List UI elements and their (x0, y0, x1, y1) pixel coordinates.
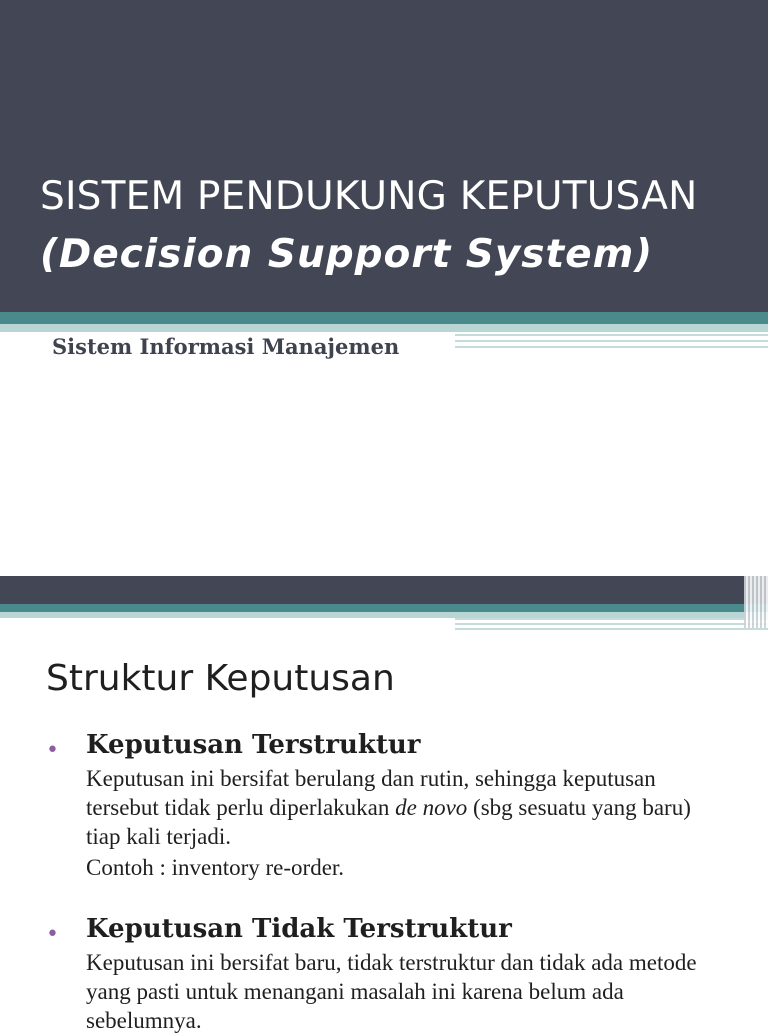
slide-title-line1: SISTEM PENDUKUNG KEPUTUSAN (40, 174, 698, 219)
content-header-panel (0, 576, 768, 604)
slide-title (40, 168, 697, 284)
decorative-band-teal (0, 604, 768, 612)
decorative-band-light (0, 324, 768, 332)
body-italic-text: de novo (395, 795, 468, 820)
list-item-title: Keputusan Tidak Terstruktur (86, 914, 512, 944)
list-item-body (86, 764, 726, 882)
list-item-title: Keputusan Terstruktur (86, 730, 421, 760)
content-heading: Struktur Keputusan (46, 658, 395, 699)
decorative-band-teal (0, 312, 768, 324)
decorative-lines (455, 618, 768, 633)
body-text: Keputusan ini bersifat baru, tidak terstruktur dan tidak ada metode yang pasti untuk menangani masalah ini karena belum ada sebelumnya. (86, 950, 697, 1033)
example-text: Contoh : inventory re-order. (86, 855, 345, 880)
slide-subtitle: Sistem Informasi Manajemen (52, 334, 400, 359)
body-text-continued: (sbg sesuatu yang baru) tiap kali terjadi. (86, 795, 691, 849)
decorative-lines (455, 334, 768, 352)
body-text: Keputusan ini bersifat berulang dan rutin, sehingga keputusan tersebut tidak perlu diperlakukan (86, 766, 656, 820)
list-item-body (86, 948, 726, 1035)
decorative-vertical-stripes (744, 576, 768, 628)
bullet-icon: • (46, 738, 59, 763)
bullet-icon: • (46, 922, 59, 947)
slide-title-line2: (Decision Support System) (40, 232, 654, 277)
